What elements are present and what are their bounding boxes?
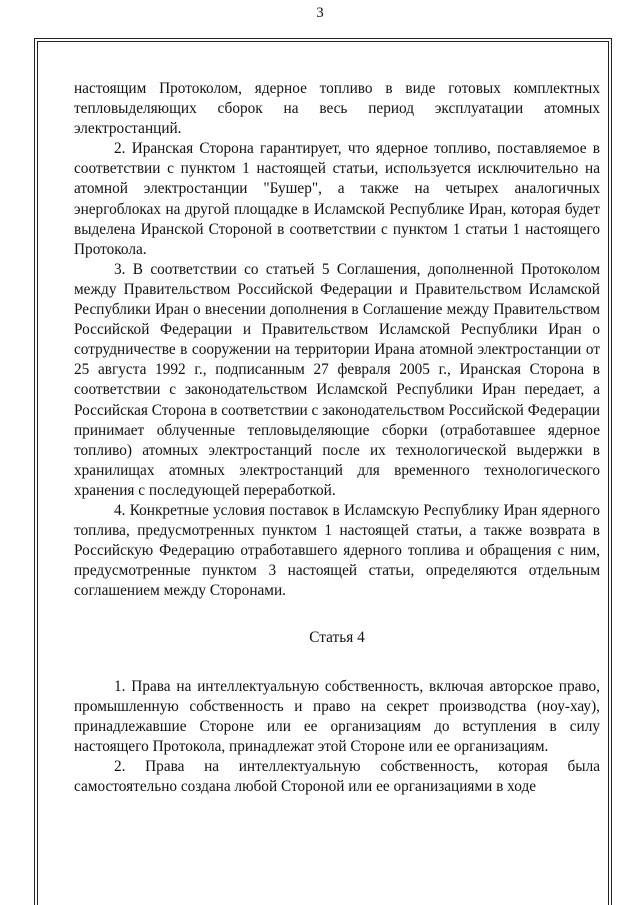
document-body — [74, 79, 600, 797]
paragraph: 4. Конкретные условия поставок в Исламскую Республику Иран ядерного топлива, предусмотренных пунктом 1 настоящей статьи, а также возврата в Российскую Федерацию отработавшего ядерного топлива и обращения с ним, предусмотренные пунктом 3 настоящей статьи, определяются отдельным соглашением между Сторонами. — [74, 501, 600, 600]
article-heading: Статья 4 — [309, 629, 365, 647]
paragraph: 3. В соответствии со статьей 5 Соглашения, дополненной Протоколом между Правительством Российской Федерации и Правительством Исламской Республики Иран о внесении дополнения в Соглашение между Правительством Российской Федерации и Правительством Исламской Республики Иран о сотрудничестве в сооружении на территории Ирана атомной электростанции от 25 августа 1992 г., подписанным 27 февраля 2005 г., Иранская Сторона в соответствии с законодательством Исламской Республики Иран передает, а Российская Сторона в соответствии с законодательством Российской Федерации принимает облученные тепловыделяющие сборки (отработавшее ядерное топливо) атомных электростанций после их технологической выдержки в хранилищах атомных электростанций для временного технологического хранения с последующей переработкой. — [74, 260, 600, 499]
paragraph: 2. Права на интеллектуальную собственность, которая была самостоятельно создана любой Стороной или ее организациями в ходе — [74, 757, 600, 795]
page-number: 3 — [316, 5, 324, 21]
paragraph: 2. Иранская Сторона гарантирует, что ядерное топливо, поставляемое в соответствии с пунктом 1 настоящей статьи, используется исключительно на атомной электростанции "Бушер", а также на четырех аналогичных энергоблоках на другой площадке в Исламской Республике Иран, которая будет выделена Иранской Стороной в соответствии с пунктом 1 статьи 1 настоящего Протокола. — [74, 140, 600, 258]
paragraph: настоящим Протоколом, ядерное топливо в виде готовых комплектных тепловыделяющих сборок на весь период эксплуатации атомных электростанций. — [74, 80, 600, 138]
paragraph: 1. Права на интеллектуальную собственность, включая авторское право, промышленную собственность и право на секрет производства (ноу-хау), принадлежавшие Стороне или ее организациям до вступления в силу настоящего Протокола, принадлежат этой Стороне или ее организациям. — [74, 677, 600, 755]
